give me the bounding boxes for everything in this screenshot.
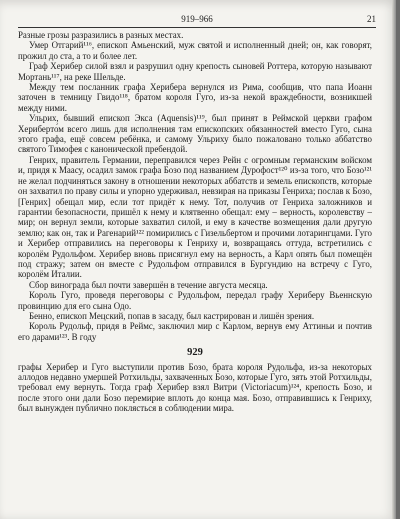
- paragraph: Разные грозы разразились в разных местах.: [18, 30, 184, 40]
- paragraph: графы Херибер и Гуго выступили против Бозо, брата короля Рудольфа, из-за некоторых аллодов недавно умершей Ротхильды, захваченных Бозо, которые Гуго, зять этой Ротхильды, требовал ему вернуть. Тогда граф Херибер взял Витри (Victoriacum)¹²⁴, крепость Бозо, и после этого они дали Бозо перемирие вплоть до конца мая. Бозо, отправившись к Генриху, был вынужден публично поклясться в соблюдении мира.: [18, 361, 372, 414]
- paragraph: Бенно, епископ Мецский, попав в засаду, был кастрирован и лишён зрения.: [29, 310, 315, 321]
- page-edge: [392, 0, 396, 519]
- paragraph: Сбор винограда был почти завершён в течение августа месяца.: [29, 279, 268, 290]
- paragraph: Граф Херибер силой взял и разрушил одну крепость сыновей Роттера, которую называют Мортань¹¹⁷, на реке Шельде.: [18, 61, 372, 82]
- paragraph: Ульрих, бывший епископ Экса (Aquensis)¹¹⁹, был принят в Реймской церкви графом Хериберто́м всего лишь для исполнения там епископских обязанностей вместо Гуго, сына этого графа, ещё совсем ребёнка, и самому Ульриху было пожаловано только аббатство святого Тимофея с канонической пребендой.: [18, 113, 372, 155]
- paragraph: Умер Отгарий¹¹⁶, епископ Амьенский, муж святой и исполненный дней; он, как говорят, прожил до ста, а то и более лет.: [18, 40, 372, 61]
- running-header: [18, 14, 376, 26]
- paragraph: Генрих, правитель Германии, переправился через Рейн с огромным германским войском и, придя к Маасу, осадил замок графа Бозо под названием Дурофост¹²⁰ из-за того, что Бозо¹²¹ не желал подчиняться закону в отношении некоторых аббатств и земель епископств, которые он захватил по праву силы и упорно удерживал, невзирая на приказы Генриха; послав к Бозо, [Генрих] обещал мир, если тот придёт к нему. Тот, получив от Генриха заложников и гарантии безопасности, пришёл к нему и клятвенно обещал: ему – верность, королевству – мир; он вернул земли, которые захватил силой, и ему в качестве возмещения дали другую землю; как он, так и Рагенарий¹²² помирились с Гизельбертом и прочими лотарингцами. Гуго и Херибер отправились на переговоры к Генриху и, возвращаясь оттуда, встретились с королём Рудольфом. Херибер вновь присягнул ему на верность, а Карл опять был помещён под стражу; затем он вместе с Рудольфом отправился в Бургундию на встречу с Гуго, королём Италии.: [18, 154, 372, 280]
- page-number: 21: [367, 14, 376, 24]
- paragraph: Между тем посланник графа Херибера вернулся из Рима, сообщив, что папа Иоанн заточен в темницу Гвидо¹¹⁸, братом короля Гуго, из-за некой враждебности, возникшей между ними.: [18, 82, 372, 113]
- header-rule: [18, 27, 376, 28]
- page-text: [18, 30, 372, 414]
- year-heading: 929: [187, 347, 203, 359]
- paragraph: Король Рудольф, придя в Реймс, заключил мир с Карлом, вернув ему Аттиньи и почтив его дарами¹²³. В году: [18, 321, 372, 342]
- year-range-header: 919–966: [181, 14, 213, 24]
- paragraph: Король Гуго, проведя переговоры с Рудольфом, передал графу Хериберу Вьеннскую провинцию для его сына Одо.: [18, 290, 372, 311]
